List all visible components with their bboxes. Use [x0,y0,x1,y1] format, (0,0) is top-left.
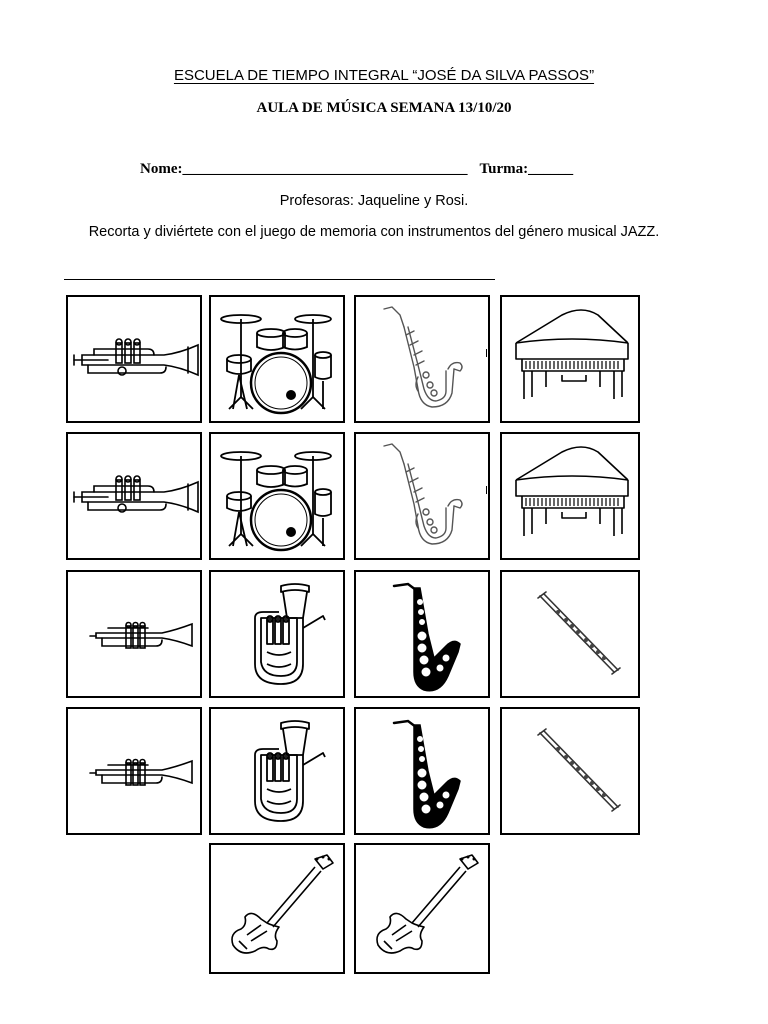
saxophone-outline-icon [356,297,488,421]
stray-mark [486,486,487,494]
euphonium-icon [211,709,343,833]
flute-icon [502,709,638,833]
memory-card-saxophone [354,432,490,560]
drum-kit-icon [211,297,343,421]
name-blank: ______________________________________ [182,161,468,177]
trumpet-icon [68,297,200,421]
trumpet-small-icon [68,572,200,696]
saxophone-black-icon [356,572,488,696]
grand-piano-icon [502,434,638,558]
class-label: Turma: [479,161,529,177]
saxophone-black-icon [356,709,488,833]
electric-guitar-icon [356,845,488,969]
drum-kit-icon [211,434,343,558]
flute-icon [502,572,638,696]
memory-card-euphonium [209,707,345,835]
grand-piano-icon [502,297,638,421]
stray-mark [486,349,487,357]
memory-card-saxophone-black [354,570,490,698]
euphonium-icon [211,572,343,696]
memory-card-piano [500,295,640,423]
memory-card-flute [500,570,640,698]
cut-line [64,279,495,280]
memory-card-flute [500,707,640,835]
week-title: AULA DE MÚSICA SEMANA 13/10/20 [256,100,512,116]
school-title: ESCUELA DE TIEMPO INTEGRAL “JOSÉ DA SILVA PASSOS” [173,67,595,84]
memory-card-saxophone [354,295,490,423]
trumpet-icon [68,434,200,558]
class-blank: ______ [528,161,574,177]
memory-card-drum-kit [209,295,345,423]
student-info-line [140,161,573,178]
memory-card-trumpet-small [66,570,202,698]
memory-card-trumpet-small [66,707,202,835]
memory-card-trumpet [66,295,202,423]
trumpet-small-icon [68,709,200,833]
memory-card-trumpet [66,432,202,560]
instructions-line: Recorta y diviértete con el juego de memoria con instrumentos del género musical JAZZ. [88,224,660,240]
memory-card-saxophone-black [354,707,490,835]
memory-card-drum-kit [209,432,345,560]
electric-guitar-icon [211,845,343,969]
memory-card-euphonium [209,570,345,698]
memory-card-piano [500,432,640,560]
saxophone-outline-icon [356,434,488,558]
memory-card-electric-guitar [209,843,345,974]
teachers-line: Profesoras: Jaqueline y Rosi. [279,193,469,209]
memory-card-electric-guitar [354,843,490,974]
name-label: Nome: [140,161,183,177]
